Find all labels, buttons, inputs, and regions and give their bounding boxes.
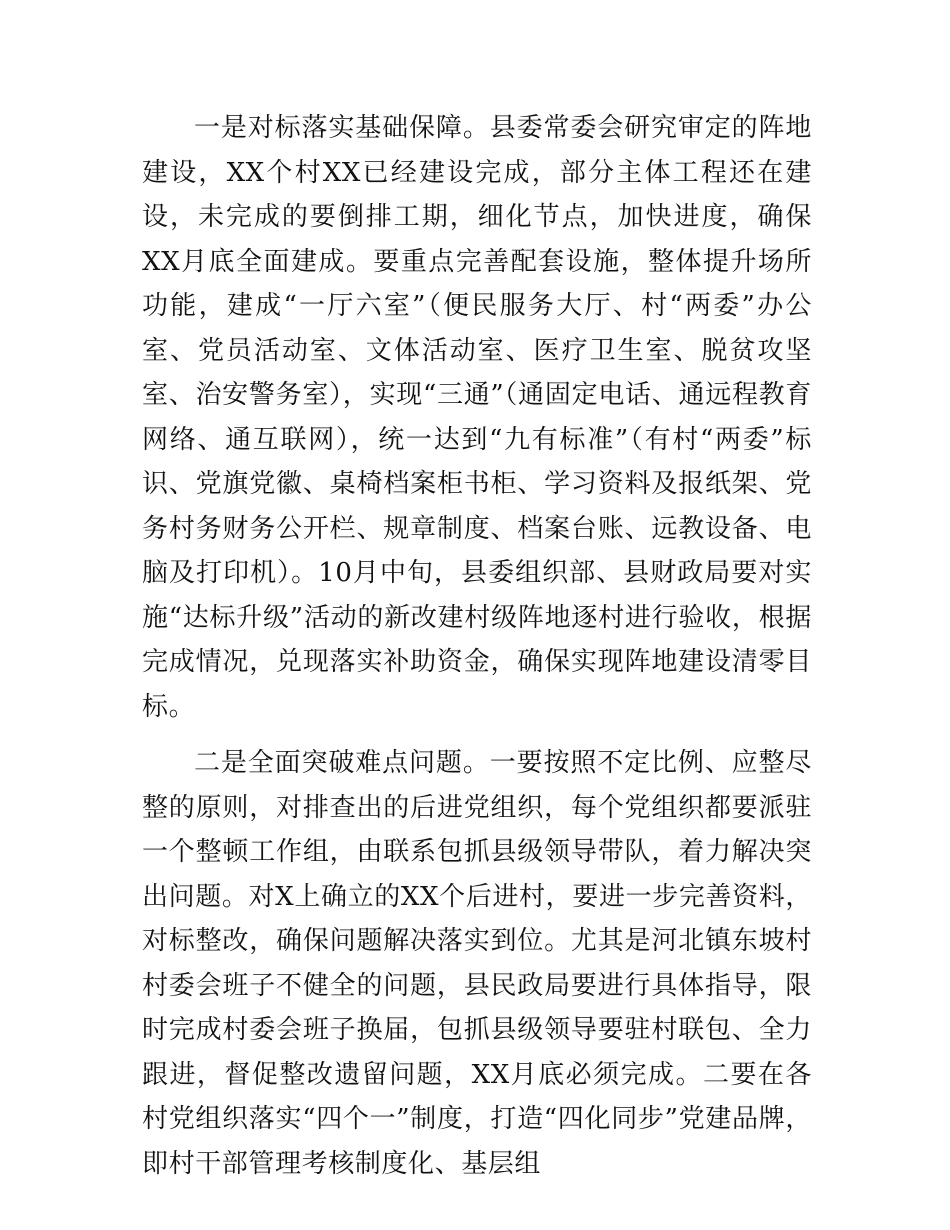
paragraph-foundation-guarantee: 一是对标落实基础保障。县委常委会研究审定的阵地建设，XX个村XX已经建设完成，部分主体工程还在建设，未完成的要倒排工期，细化节点，加快进度，确保XX月底全面建成。要重点完善配套设施，整体提升场所功能，建成“一厅六室”（便民服务大厅、村“两委”办公室、党员活动室、文体活动室、医疗卫生室、脱贫攻坚室、治安警务室），实现“三通”（通固定电话、通远程教育网络、通互联网），统一达到“九有标准”（有村“两委”标识、党旗党徽、桌椅档案柜书柜、学习资料及报纸架、党务村务财务公开栏、规章制度、档案台账、远教设备、电脑及打印机）。10月中旬，县委组织部、县财政局要对实施“达标升级”活动的新改建村级阵地逐村进行验收，根据完成情况，兑现落实补助资金，确保实现阵地建设清零目标。 [142,113,812,722]
document-body [142,106,812,1186]
paragraph-breakthrough-problems: 二是全面突破难点问题。一要按照不定比例、应整尽整的原则，对排查出的后进党组织，每个党组织都要派驻一个整顿工作组，由联系包抓县级领导带队，着力解决突出问题。对X上确立的XX个后进村，要进一步完善资料，对标整改，确保问题解决落实到位。尤其是河北镇东坡村村委会班子不健全的问题，县民政局要进行具体指导，限时完成村委会班子换届，包抓县级领导要驻村联包、全力跟进，督促整改遗留问题，XX月底必须完成。二要在各村党组织落实“四个一”制度，打造“四化同步”党建品牌，即村干部管理考核制度化、基层组 [142,748,812,1179]
